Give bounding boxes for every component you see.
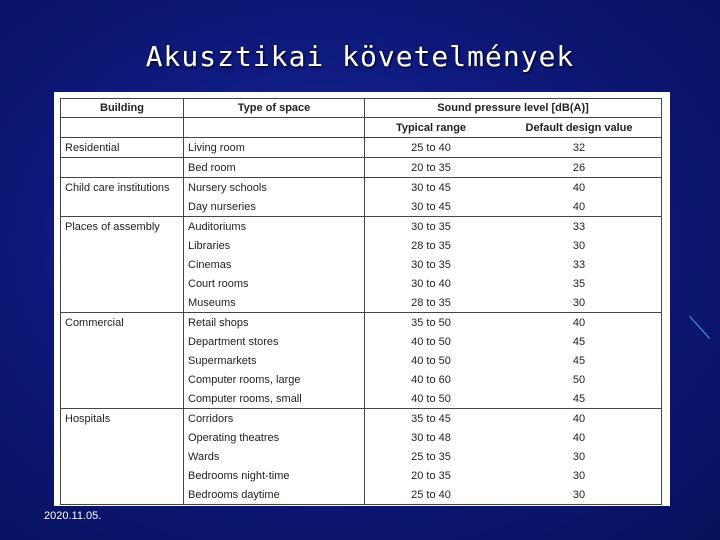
table-row [61, 447, 662, 466]
table-row [61, 389, 662, 409]
space-type-cell: Bed room [184, 158, 365, 178]
typical-range-cell: 35 to 45 [365, 409, 498, 429]
typical-range-cell: 40 to 60 [411, 373, 451, 386]
default-value-cell: 30 [497, 447, 662, 466]
typical-range-cell: 30 to 48 [411, 431, 451, 444]
table-frame [54, 92, 670, 506]
default-value-cell: 50 [497, 370, 662, 389]
table-row [61, 236, 662, 255]
typical-range-cell: 30 to 35 [411, 258, 451, 271]
default-value-cell: 30 [497, 236, 662, 255]
space-type-cell: Bedrooms night-time [184, 466, 365, 485]
building-cell: Places of assembly [61, 217, 184, 237]
table-row [61, 197, 662, 217]
space-type-cell: Auditoriums [184, 217, 365, 237]
typical-range-cell: 28 to 35 [411, 239, 451, 252]
table-row [61, 255, 662, 274]
typical-range-cell: 30 to 35 [365, 217, 498, 237]
default-value-cell: 40 [497, 313, 662, 333]
default-value-cell: 45 [497, 389, 662, 409]
table-row [61, 274, 662, 293]
header-typical-range: Typical range [365, 118, 498, 138]
table-subheader-row [61, 118, 662, 138]
default-value-cell: 40 [497, 178, 662, 198]
building-cell [61, 389, 184, 409]
default-value-cell: 32 [497, 138, 662, 158]
table-row [61, 466, 662, 485]
table-header-row [61, 99, 662, 118]
space-type-cell: Computer rooms, small [184, 389, 365, 409]
space-type-cell: Nursery schools [184, 178, 365, 198]
typical-range-cell: 20 to 35 [365, 158, 498, 178]
table-row [61, 485, 662, 505]
typical-range-cell: 35 to 50 [365, 313, 498, 333]
space-type-cell: Corridors [184, 409, 365, 429]
header-sound-pressure: Sound pressure level [dB(A)] [365, 99, 662, 118]
space-type-cell: Court rooms [184, 274, 365, 293]
space-type-cell: Museums [184, 293, 365, 313]
typical-range-cell: 28 to 35 [411, 296, 451, 309]
default-value-cell: 35 [497, 274, 662, 293]
default-value-cell: 40 [497, 197, 662, 217]
building-cell [61, 293, 184, 313]
default-value-cell: 30 [497, 485, 662, 505]
sound-level-table [60, 98, 662, 505]
space-type-cell: Cinemas [184, 255, 365, 274]
slide-date: 2020.11.05. [44, 510, 102, 522]
default-value-cell: 45 [497, 332, 662, 351]
typical-range-cell: 20 to 35 [411, 469, 451, 482]
building-cell [61, 485, 184, 505]
building-cell [61, 236, 184, 255]
building-cell [61, 197, 184, 217]
typical-range-cell: 40 to 50 [411, 392, 451, 405]
default-value-cell: 30 [497, 293, 662, 313]
default-value-cell: 26 [497, 158, 662, 178]
default-value-cell: 40 [497, 428, 662, 447]
default-value-cell: 30 [497, 466, 662, 485]
table-row [61, 313, 662, 333]
building-cell [61, 370, 184, 389]
typical-range-cell: 30 to 40 [411, 277, 451, 290]
header-building: Building [61, 99, 184, 118]
building-cell [61, 274, 184, 293]
building-cell [61, 351, 184, 370]
table-row [61, 332, 662, 351]
space-type-cell: Day nurseries [184, 197, 365, 217]
space-type-cell: Retail shops [184, 313, 365, 333]
typical-range-cell: 25 to 40 [365, 485, 498, 505]
typical-range-cell: 25 to 40 [365, 138, 498, 158]
typical-range-cell: 30 to 45 [365, 178, 498, 198]
space-type-cell: Living room [184, 138, 365, 158]
building-cell [61, 332, 184, 351]
table-row [61, 351, 662, 370]
building-cell: Hospitals [61, 409, 184, 429]
space-type-cell: Libraries [184, 236, 365, 255]
building-cell [61, 428, 184, 447]
typical-range-cell: 40 to 50 [411, 354, 451, 367]
header-default-design: Default design value [497, 118, 662, 138]
table-row [61, 217, 662, 237]
building-cell [61, 466, 184, 485]
default-value-cell: 45 [497, 351, 662, 370]
space-type-cell: Supermarkets [184, 351, 365, 370]
typical-range-cell: 30 to 45 [411, 200, 451, 213]
typical-range-cell: 40 to 50 [411, 335, 451, 348]
table-row [61, 428, 662, 447]
building-cell [61, 255, 184, 274]
table-row [61, 158, 662, 178]
space-type-cell: Wards [184, 447, 365, 466]
header-type-of-space: Type of space [184, 99, 365, 118]
table-row [61, 293, 662, 313]
table-row [61, 178, 662, 198]
building-cell: Child care institutions [61, 178, 184, 198]
decorative-line [689, 316, 710, 339]
typical-range-cell: 25 to 35 [411, 450, 451, 463]
slide-title: Akusztikai követelmények [145, 40, 575, 73]
building-cell [61, 447, 184, 466]
table-row [61, 409, 662, 429]
space-type-cell: Department stores [184, 332, 365, 351]
table-row [61, 370, 662, 389]
space-type-cell: Computer rooms, large [184, 370, 365, 389]
building-cell: Commercial [61, 313, 184, 333]
space-type-cell: Bedrooms daytime [184, 485, 365, 505]
default-value-cell: 40 [497, 409, 662, 429]
building-cell [61, 158, 184, 178]
default-value-cell: 33 [497, 217, 662, 237]
table-row [61, 138, 662, 158]
default-value-cell: 33 [497, 255, 662, 274]
building-cell: Residential [61, 138, 184, 158]
space-type-cell: Operating theatres [184, 428, 365, 447]
